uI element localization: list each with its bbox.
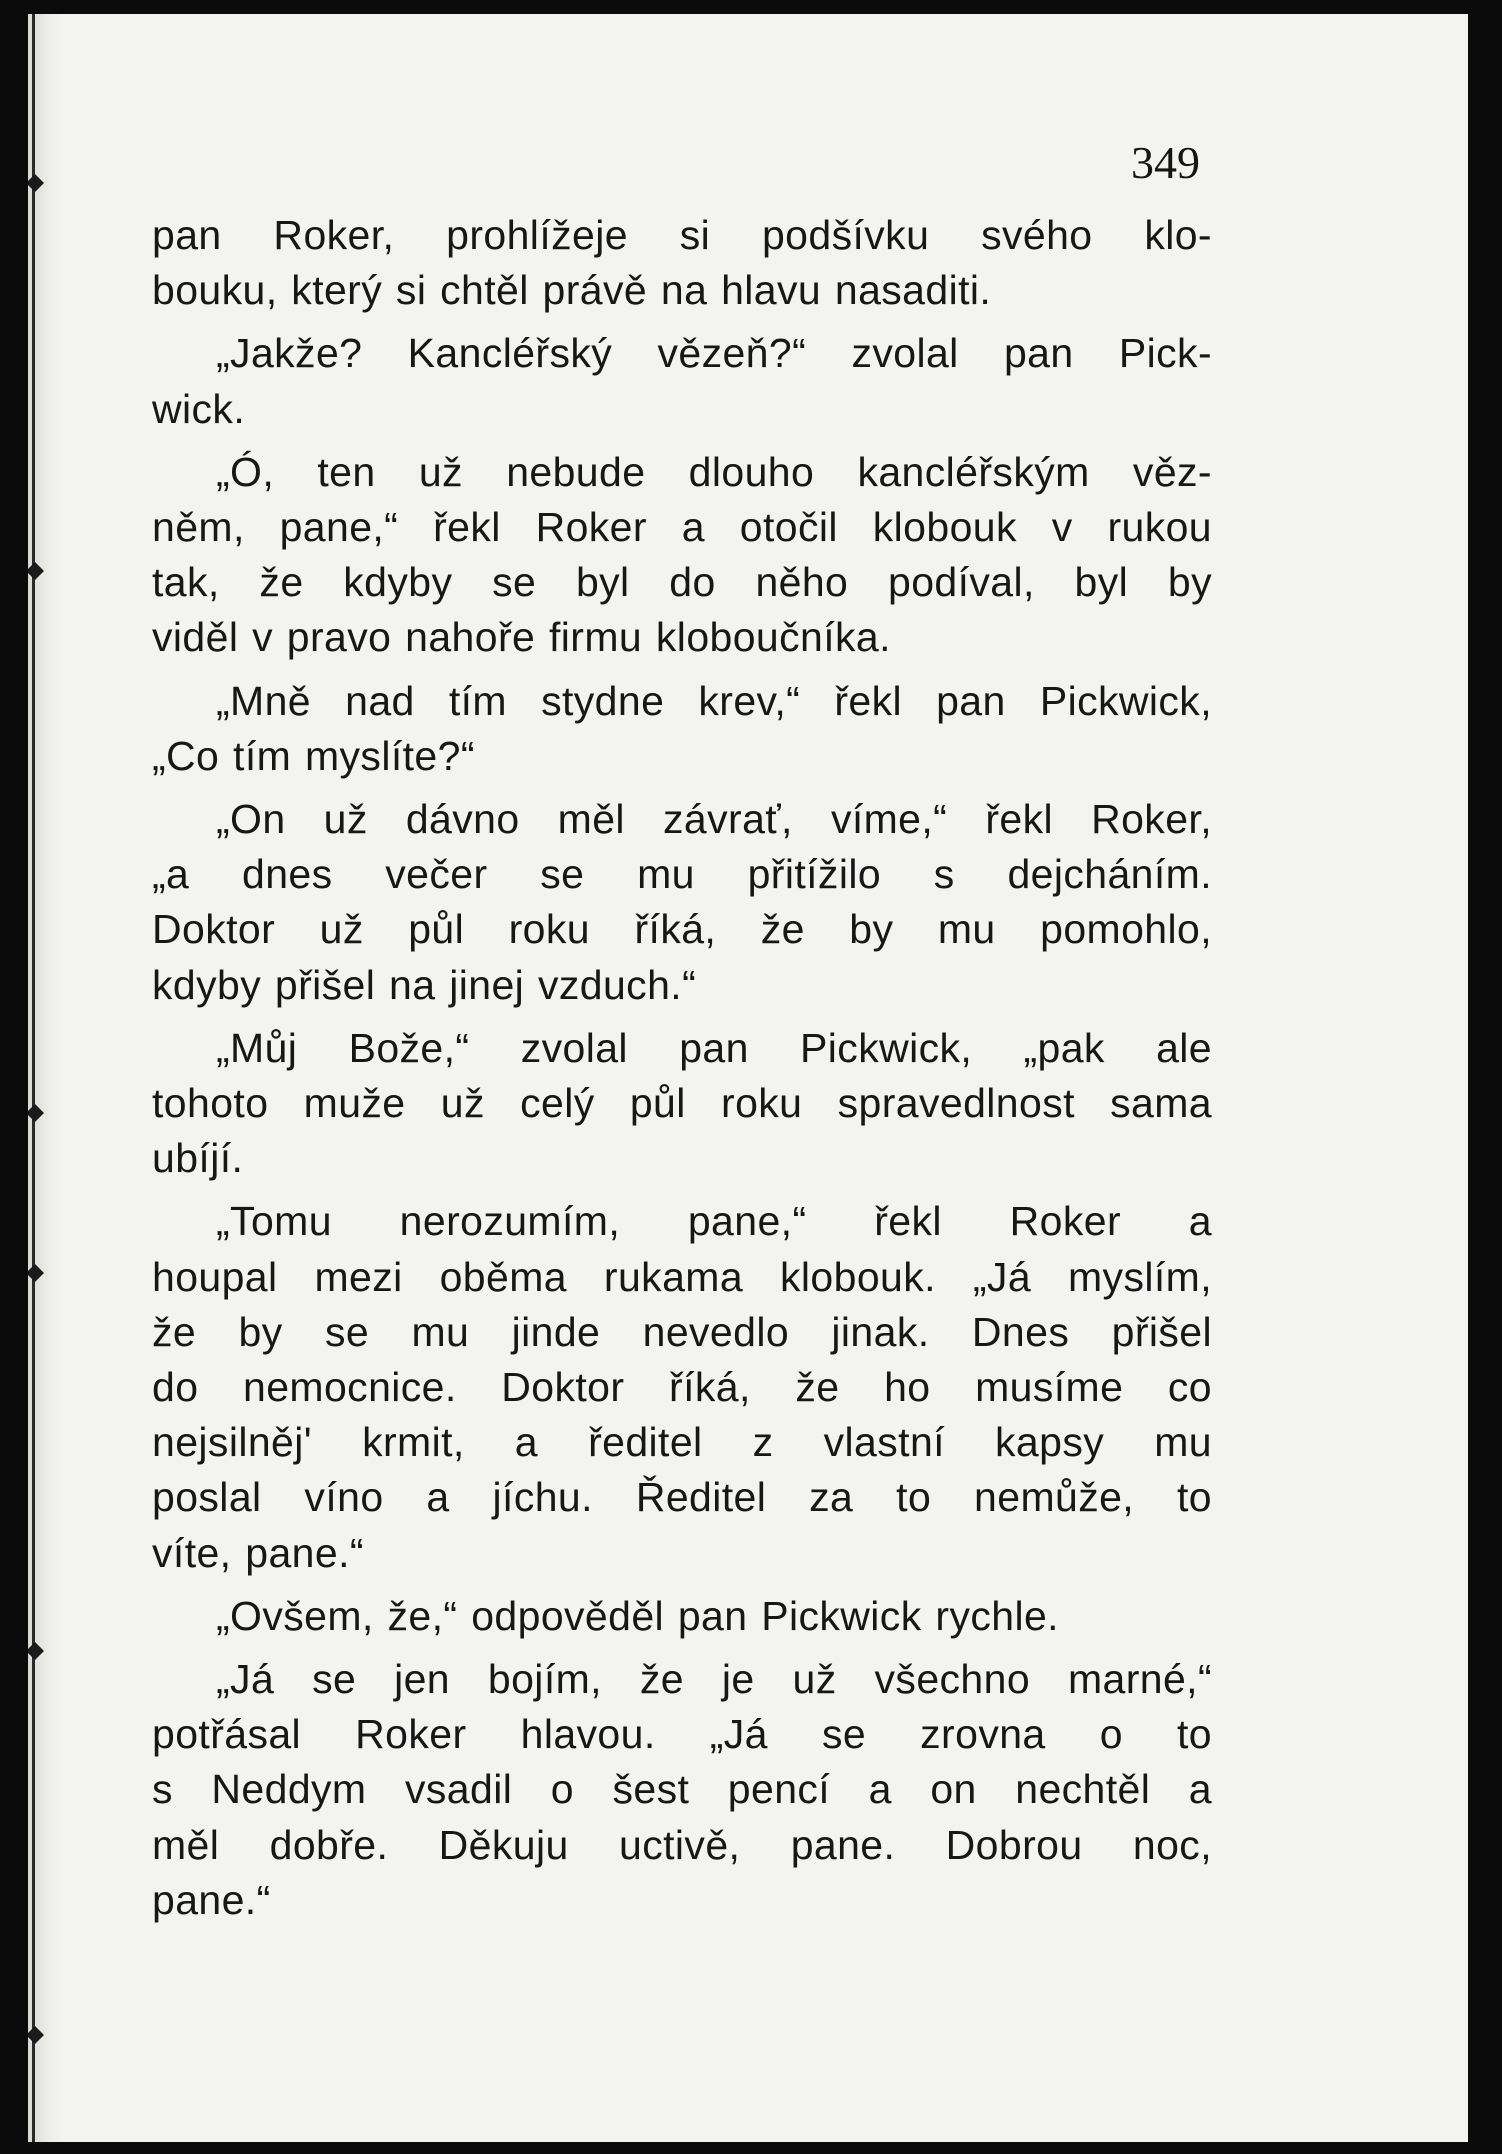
page-binding-edge xyxy=(28,14,62,2142)
binding-mark xyxy=(28,1642,44,1660)
binding-mark xyxy=(28,2026,44,2044)
text-line: „Já se jen bojím, že je už všechno marné,“ xyxy=(216,1656,1212,1703)
text-line: „Co tím myslíte?“ xyxy=(152,732,475,779)
binding-mark xyxy=(28,562,44,580)
text-line: „Ó, ten už nebude dlouho kancléřským věz- xyxy=(216,448,1212,495)
text-line: kdyby přišel na jinej vzduch.“ xyxy=(152,961,697,1008)
text-line: ubíjí. xyxy=(152,1135,244,1182)
body-text xyxy=(152,208,1212,1928)
text-line: něm, pane,“ řekl Roker a otočil klobouk v rukou xyxy=(152,504,1212,551)
text-line: „Můj Bože,“ zvolal pan Pickwick, „pak ale xyxy=(216,1024,1212,1071)
text-line: „On už dávno měl závrať, víme,“ řekl Roker, xyxy=(216,796,1212,843)
text-line: „a dnes večer se mu přitížilo s dejcháním. xyxy=(152,851,1212,898)
text-line: pan Roker, prohlížeje si podšívku svého klo- xyxy=(152,212,1212,258)
text-line: wick. xyxy=(152,385,246,432)
text-line: Doktor už půl roku říká, že by mu pomohlo, xyxy=(152,906,1212,953)
text-line: „Jakže? Kancléřský vězeň?“ zvolal pan Pick- xyxy=(216,330,1212,377)
book-page xyxy=(28,14,1468,2142)
binding-mark xyxy=(28,174,44,192)
text-line: víte, pane.“ xyxy=(152,1529,364,1576)
binding-line xyxy=(32,14,35,2142)
text-line: „Tomu nerozumím, pane,“ řekl Roker a xyxy=(216,1198,1212,1245)
text-line: „Mně nad tím stydne krev,“ řekl pan Pickwick, xyxy=(216,677,1212,724)
text-line: poslal víno a jíchu. Ředitel za to nemůže, to xyxy=(152,1474,1212,1521)
text-line: tak, že kdyby se byl do něho podíval, byl by xyxy=(152,559,1212,606)
text-line: viděl v pravo nahoře firmu kloboučníka. xyxy=(152,614,891,661)
text-line: „Ovšem, že,“ odpověděl pan Pickwick rychle. xyxy=(216,1592,1059,1639)
binding-mark xyxy=(28,1104,44,1122)
page-number: 349 xyxy=(1131,137,1200,188)
text-line: houpal mezi oběma rukama klobouk. „Já myslím, xyxy=(152,1253,1212,1300)
text-line: nejsilněj' krmit, a ředitel z vlastní kapsy mu xyxy=(152,1419,1212,1466)
text-line: bouku, který si chtěl právě na hlavu nasaditi. xyxy=(152,267,992,314)
text-line: tohoto muže už celý půl roku spravedlnost sama xyxy=(152,1080,1212,1127)
text-line: do nemocnice. Doktor říká, že ho musíme co xyxy=(152,1364,1212,1411)
text-line: že by se mu jinde nevedlo jinak. Dnes přišel xyxy=(152,1308,1212,1355)
binding-mark xyxy=(28,1264,44,1282)
text-line: s Neddym vsadil o šest pencí a on nechtěl a xyxy=(152,1766,1212,1813)
text-line: měl dobře. Děkuju uctivě, pane. Dobrou noc, xyxy=(152,1821,1212,1868)
text-line: pane.“ xyxy=(152,1876,271,1923)
text-line: potřásal Roker hlavou. „Já se zrovna o to xyxy=(152,1711,1212,1758)
